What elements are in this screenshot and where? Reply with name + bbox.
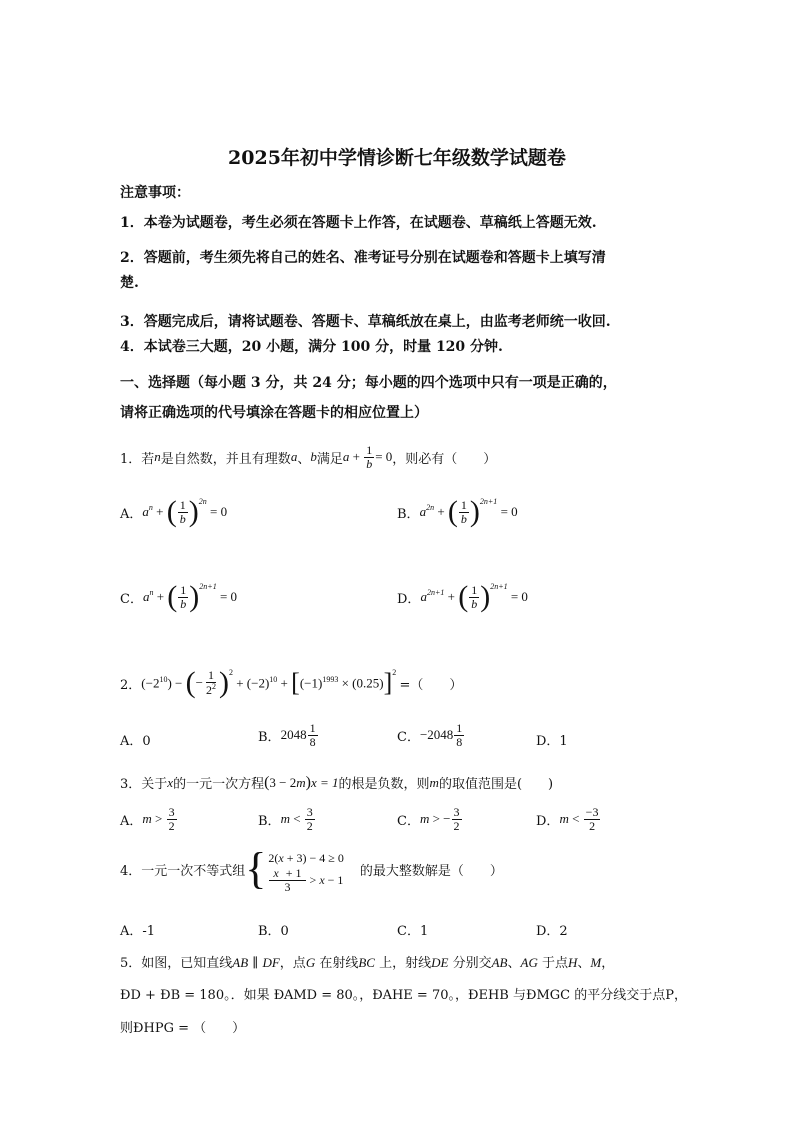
notice-heading: 注意事项： — [120, 185, 190, 201]
question-4-option-a[interactable]: A．-1 — [120, 924, 156, 939]
question-5-line3: 则ÐHPG = （ ） — [120, 1021, 246, 1036]
question-1-option-b[interactable]: B． a $^{2n}$ + ( $\frac{1}{b}$ ) $^{2n+1}$ = 0 — [397, 495, 518, 528]
question-3-option-c[interactable]: C． m > − $\frac{3}{2}$ — [397, 805, 460, 833]
notice-item-4: 4．本试卷三大题，20 小题，满分 100 分，时量 120 分钟. — [120, 339, 503, 355]
notice-item-2-cont: 楚. — [120, 275, 139, 291]
question-4-stem: 4． 一元一次不等式组 { 2( x + 3) − 4 ≥ 0 $\frac{x + 1}{3}$ > x − 1 的最大整数解是（ ） — [120, 844, 503, 894]
question-3-stem: 3． 关于 x 的一元一次方程 ( 3 − 2 m ) x = 1 的根是负数，则 m 的取值范围是( ) — [120, 773, 554, 792]
question-1-option-a[interactable]: A． a $^n$ + ( $\frac{1}{b}$ ) $^{2n}$ = 0 — [120, 495, 228, 528]
question-2-option-a[interactable]: A．0 — [120, 734, 151, 749]
section-heading-line2: 请将正确选项的代号填涂在答题卡的相应位置上） — [120, 405, 428, 421]
question-3-option-d[interactable]: D． m < $\frac{-3}{2}$ — [536, 805, 599, 833]
question-2-stem: 2． $(-2^{10})$ − ( − $\frac{1}{2^2}$ ) $^2$ + $(-2)^{10}$ + [ $(-1)^{1993} \times (0.25)$ ] $^2$ =（ ） — [120, 666, 463, 699]
question-1-stem: 1． 若 n 是自然数，并且有理数 a 、 b 满足 a + $\frac{1}{b}$ = 0 ，则必有（ ） — [120, 443, 497, 471]
question-4-option-b[interactable]: B．0 — [258, 924, 289, 939]
question-3-option-a[interactable]: A． m > $\frac{3}{2}$ — [120, 805, 175, 833]
notice-item-2: 2．答题前，考生须先将自己的姓名、准考证号分别在试题卷和答题卡上填写清 — [120, 250, 606, 266]
fraction: $\frac{1}{b}$ — [366, 443, 373, 471]
section-heading-line1: 一、选择题（每小题 3 分，共 24 分；每小题的四个选项中只有一项是正确的， — [120, 375, 617, 391]
question-3-option-b[interactable]: B． m < $\frac{3}{2}$ — [258, 805, 313, 833]
question-4-option-d[interactable]: D．2 — [536, 924, 568, 939]
question-5-line2: ÐD + ÐB = 180。．如果 ÐAMD = 80。，ÐAHE = 70。，ÐEHB 与ÐMGC 的平分线交于点P， — [120, 988, 688, 1003]
notice-item-1: 1．本卷为试题卷，考生必须在答题卡上作答，在试题卷、草稿纸上答题无效. — [120, 215, 597, 231]
question-2-option-b[interactable]: B． 2048 $\frac{1}{8}$ — [258, 721, 316, 749]
question-2-option-d[interactable]: D．1 — [536, 734, 568, 749]
inequality-system: { 2( x + 3) − 4 ≥ 0 $\frac{x + 1}{3}$ > x − 1 — [245, 844, 344, 894]
page-title: 2025年初中学情诊断七年级数学试题卷 — [228, 147, 566, 169]
notice-item-3: 3．答题完成后，请将试题卷、答题卡、草稿纸放在桌上，由监考老师统一收回. — [120, 314, 611, 330]
question-5-line1: 5．如图，已知直线AB ∥ DF，点G 在射线BC 上，射线DE 分别交AB、AG 于点H、M， — [120, 955, 615, 971]
question-1-option-d[interactable]: D． a $^{2n+1}$ + ( $\frac{1}{b}$ ) $^{2n+1}$ = 0 — [397, 580, 528, 613]
question-4-option-c[interactable]: C．1 — [397, 924, 429, 939]
question-1-option-c[interactable]: C． a $^n$ + ( $\frac{1}{b}$ ) $^{2n+1}$ = 0 — [120, 580, 238, 613]
question-2-option-c[interactable]: C． −2048 $\frac{1}{8}$ — [397, 721, 463, 749]
